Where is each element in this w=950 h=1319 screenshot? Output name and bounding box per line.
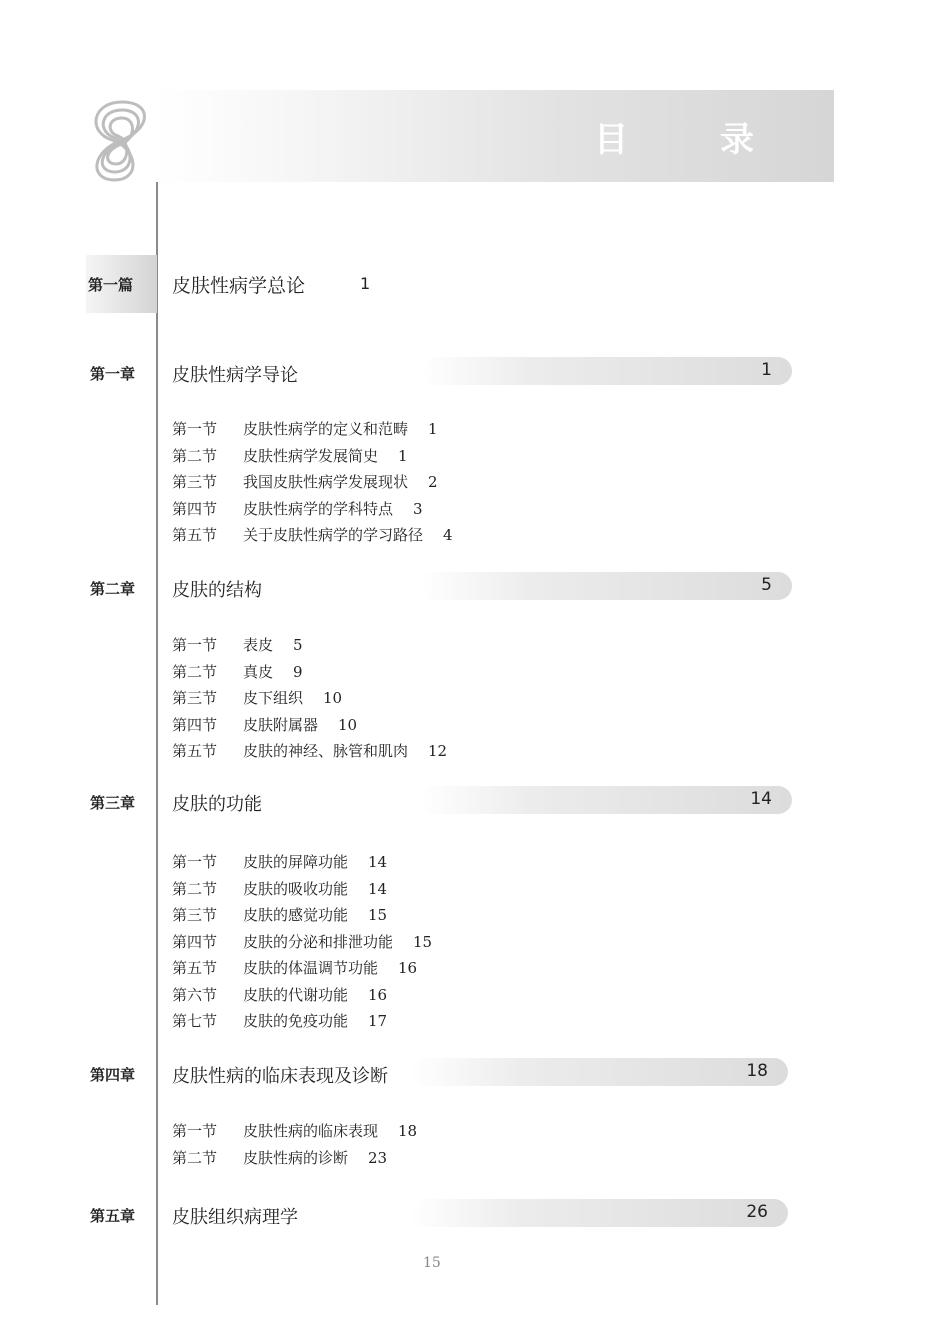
- section-title: 皮肤的免疫功能: [243, 1012, 349, 1030]
- section-number: 第三节: [172, 906, 218, 924]
- section-item[interactable]: [172, 1118, 417, 1145]
- chapter-band: [420, 357, 792, 385]
- section-title: 皮肤的体温调节功能: [243, 959, 379, 977]
- chapter-label: 第二章: [90, 580, 136, 598]
- section-item[interactable]: [172, 1008, 432, 1035]
- section-page: 1: [428, 420, 438, 438]
- section-number: 第三节: [172, 689, 218, 707]
- section-item[interactable]: [172, 738, 447, 765]
- section-number: 第二节: [172, 879, 218, 898]
- section-number: 第四节: [172, 932, 218, 951]
- section-title: 皮肤性病学发展简史: [243, 446, 379, 465]
- section-title: 皮肤的感觉功能: [243, 906, 349, 924]
- chapter-label: 第五章: [90, 1207, 136, 1225]
- section-item[interactable]: [172, 443, 453, 470]
- chapter-3-sections: [172, 849, 432, 1035]
- page-title: 目 录: [594, 120, 794, 160]
- chapter-band: [410, 1199, 788, 1227]
- section-page: 12: [428, 742, 448, 760]
- section-item[interactable]: [172, 876, 432, 903]
- section-page: 18: [398, 1122, 418, 1140]
- chapter-label: 第一章: [90, 365, 136, 383]
- section-number: 第三节: [172, 473, 218, 491]
- section-number: 第一节: [172, 636, 218, 654]
- chapter-title[interactable]: 皮肤性病学导论: [172, 365, 298, 386]
- section-number: 第六节: [172, 985, 218, 1004]
- section-number: 第五节: [172, 526, 218, 544]
- section-item[interactable]: [172, 849, 432, 876]
- chapter-label: 第三章: [90, 794, 136, 812]
- section-title: 皮肤的屏障功能: [243, 853, 349, 871]
- section-page: 17: [368, 1012, 388, 1030]
- section-number: 第二节: [172, 446, 218, 465]
- swirl-logo-icon: [82, 92, 162, 188]
- chapter-band: [410, 1058, 788, 1086]
- chapter-page-number: 18: [746, 1061, 768, 1081]
- chapter-title[interactable]: 皮肤的功能: [172, 794, 262, 815]
- section-item[interactable]: [172, 522, 453, 549]
- section-page: 5: [293, 636, 303, 654]
- section-item[interactable]: [172, 982, 432, 1009]
- section-item[interactable]: [172, 632, 447, 659]
- section-page: 4: [443, 526, 453, 544]
- chapter-band: [420, 786, 792, 814]
- section-page: 16: [398, 959, 418, 977]
- part-title[interactable]: 皮肤性病学总论: [172, 275, 306, 297]
- section-page: 10: [323, 689, 343, 707]
- section-item[interactable]: [172, 469, 453, 496]
- chapter-page-number: 26: [746, 1202, 768, 1222]
- section-page: 23: [368, 1148, 388, 1167]
- chapter-page-number: 5: [761, 575, 772, 595]
- section-item[interactable]: [172, 416, 453, 443]
- chapter-2-sections: [172, 632, 447, 765]
- chapter-page-number: 1: [761, 360, 772, 380]
- chapter-1-sections: [172, 416, 453, 549]
- section-item[interactable]: [172, 712, 447, 739]
- section-page: 3: [413, 499, 423, 518]
- section-number: 第一节: [172, 1122, 218, 1140]
- section-title: 皮肤性病学的学科特点: [243, 499, 394, 518]
- section-page: 15: [413, 932, 433, 951]
- section-title: 表皮: [243, 636, 274, 654]
- section-title: 皮肤性病的临床表现: [243, 1122, 379, 1140]
- section-number: 第五节: [172, 959, 218, 977]
- section-number: 第一节: [172, 853, 218, 871]
- section-page: 14: [368, 853, 388, 871]
- section-number: 第四节: [172, 499, 218, 518]
- section-title: 皮肤性病学的定义和范畴: [243, 420, 409, 438]
- page-number: 15: [423, 1255, 441, 1271]
- chapter-title[interactable]: 皮肤的结构: [172, 580, 262, 601]
- header-band: [156, 90, 834, 182]
- section-page: 1: [398, 446, 408, 465]
- section-number: 第四节: [172, 715, 218, 734]
- section-page: 10: [338, 715, 358, 734]
- section-title: 皮肤的吸收功能: [243, 879, 349, 898]
- section-item[interactable]: [172, 929, 432, 956]
- section-item[interactable]: [172, 659, 447, 686]
- chapter-band: [420, 572, 792, 600]
- section-title: 我国皮肤性病学发展现状: [243, 473, 409, 491]
- section-item[interactable]: [172, 1145, 417, 1172]
- section-number: 第二节: [172, 1148, 218, 1167]
- section-title: 皮肤的神经、脉管和肌肉: [243, 742, 409, 760]
- chapter-title[interactable]: 皮肤性病的临床表现及诊断: [172, 1066, 388, 1087]
- section-item[interactable]: [172, 496, 453, 523]
- section-item[interactable]: [172, 902, 432, 929]
- chapter-page-number: 14: [750, 789, 772, 809]
- section-title: 关于皮肤性病学的学习路径: [243, 526, 424, 544]
- section-page: 2: [428, 473, 438, 491]
- section-title: 皮肤的代谢功能: [243, 985, 349, 1004]
- part-page-number: 1: [360, 274, 371, 293]
- part-label: 第一篇: [88, 276, 134, 294]
- chapter-title[interactable]: 皮肤组织病理学: [172, 1207, 298, 1228]
- section-number: 第五节: [172, 742, 218, 760]
- section-page: 16: [368, 985, 388, 1004]
- section-number: 第一节: [172, 420, 218, 438]
- section-page: 15: [368, 906, 388, 924]
- section-title: 皮肤的分泌和排泄功能: [243, 932, 394, 951]
- section-item[interactable]: [172, 955, 432, 982]
- section-item[interactable]: [172, 685, 447, 712]
- chapter-4-sections: [172, 1118, 417, 1171]
- section-number: 第二节: [172, 662, 218, 681]
- chapter-label: 第四章: [90, 1066, 136, 1084]
- section-page: 14: [368, 879, 388, 898]
- section-title: 真皮: [243, 662, 274, 681]
- section-title: 皮肤附属器: [243, 715, 319, 734]
- section-title: 皮下组织: [243, 689, 304, 707]
- section-number: 第七节: [172, 1012, 218, 1030]
- section-page: 9: [293, 662, 303, 681]
- section-title: 皮肤性病的诊断: [243, 1148, 349, 1167]
